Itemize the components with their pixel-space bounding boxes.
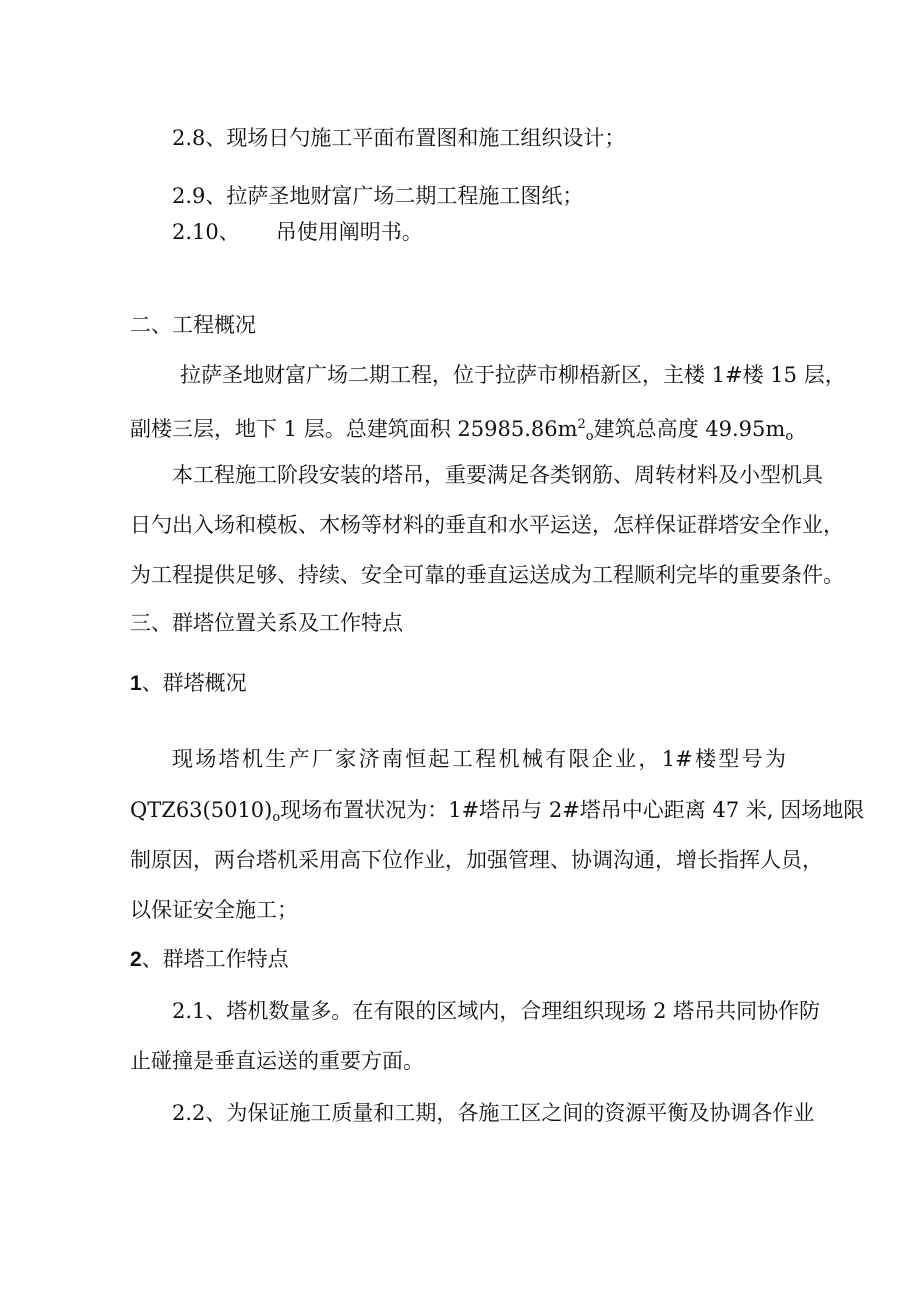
subsection-heading-2: 2、群塔工作特点 xyxy=(130,947,289,971)
list-item-2-10 xyxy=(172,219,423,245)
features-2-2-line-1: 2.2、为保证施工质量和工期，各施工区之间的资源平衡及协调各作业 xyxy=(172,1101,815,1125)
list-item-2-9: 2.9、拉萨圣地财富广场二期工程施工图纸； xyxy=(172,184,584,208)
features-2-1-line-1: 2.1、塔机数量多。在有限的区域内，合理组织现场 2 塔吊共同协作防 xyxy=(172,999,821,1023)
overview-paragraph2-line-3: 为工程提供足够、持续、安全可靠的垂直运送成为工程顺利完毕的重要条件。 xyxy=(130,563,844,587)
features-2-1-line-2: 止碰撞是垂直运送的重要方面。 xyxy=(130,1049,424,1073)
overview-paragraph2-line-2: 日勺出入场和模板、木杨等材料的垂直和水平运送，怎样保证群塔安全作业， xyxy=(130,513,844,537)
crane-overview-line-1: 现场塔机生产厂家济南恒起工程机械有限企业，1#楼型号为 xyxy=(172,747,786,771)
section-heading-tower-cranes: 三、群塔位置关系及工作特点 xyxy=(130,611,403,635)
overview-paragraph-line-2: 副楼三层，地下 1 层。总建筑面积 $25985.86m^2_o$建筑总高度 $49.95m_o$ xyxy=(130,417,794,444)
overview-paragraph2-line-1: 本工程施工阶段安装的塔吊，重要满足各类钢筋、周转材料及小型机具 xyxy=(172,463,823,487)
list-item-2-8: 2.8、现场日勺施工平面布置图和施工组织设计； xyxy=(172,126,626,150)
section-heading-overview: 二、工程概况 xyxy=(130,313,256,337)
crane-overview-line-2: $QTZ63(5010)_o$现场布置状况为：1#塔吊与 2#塔吊中心距离 47 米, 因场地限 xyxy=(130,798,865,825)
subsection-heading-1: 1、群塔概况 xyxy=(130,671,247,695)
crane-overview-line-3: 制原因，两台塔机采用高下位作业，加强管理、协调沟通，增长指挥人员， xyxy=(130,848,823,872)
overview-paragraph-line-1: 拉萨圣地财富广场二期工程，位于拉萨市柳梧新区，主楼 1#楼 15 层， xyxy=(180,363,846,387)
list-item-2-10-number: 2.10、 xyxy=(172,220,240,244)
list-item-2-10-text: 吊使用阐明书。 xyxy=(275,220,423,244)
crane-overview-line-4: 以保证安全施工； xyxy=(130,898,298,922)
